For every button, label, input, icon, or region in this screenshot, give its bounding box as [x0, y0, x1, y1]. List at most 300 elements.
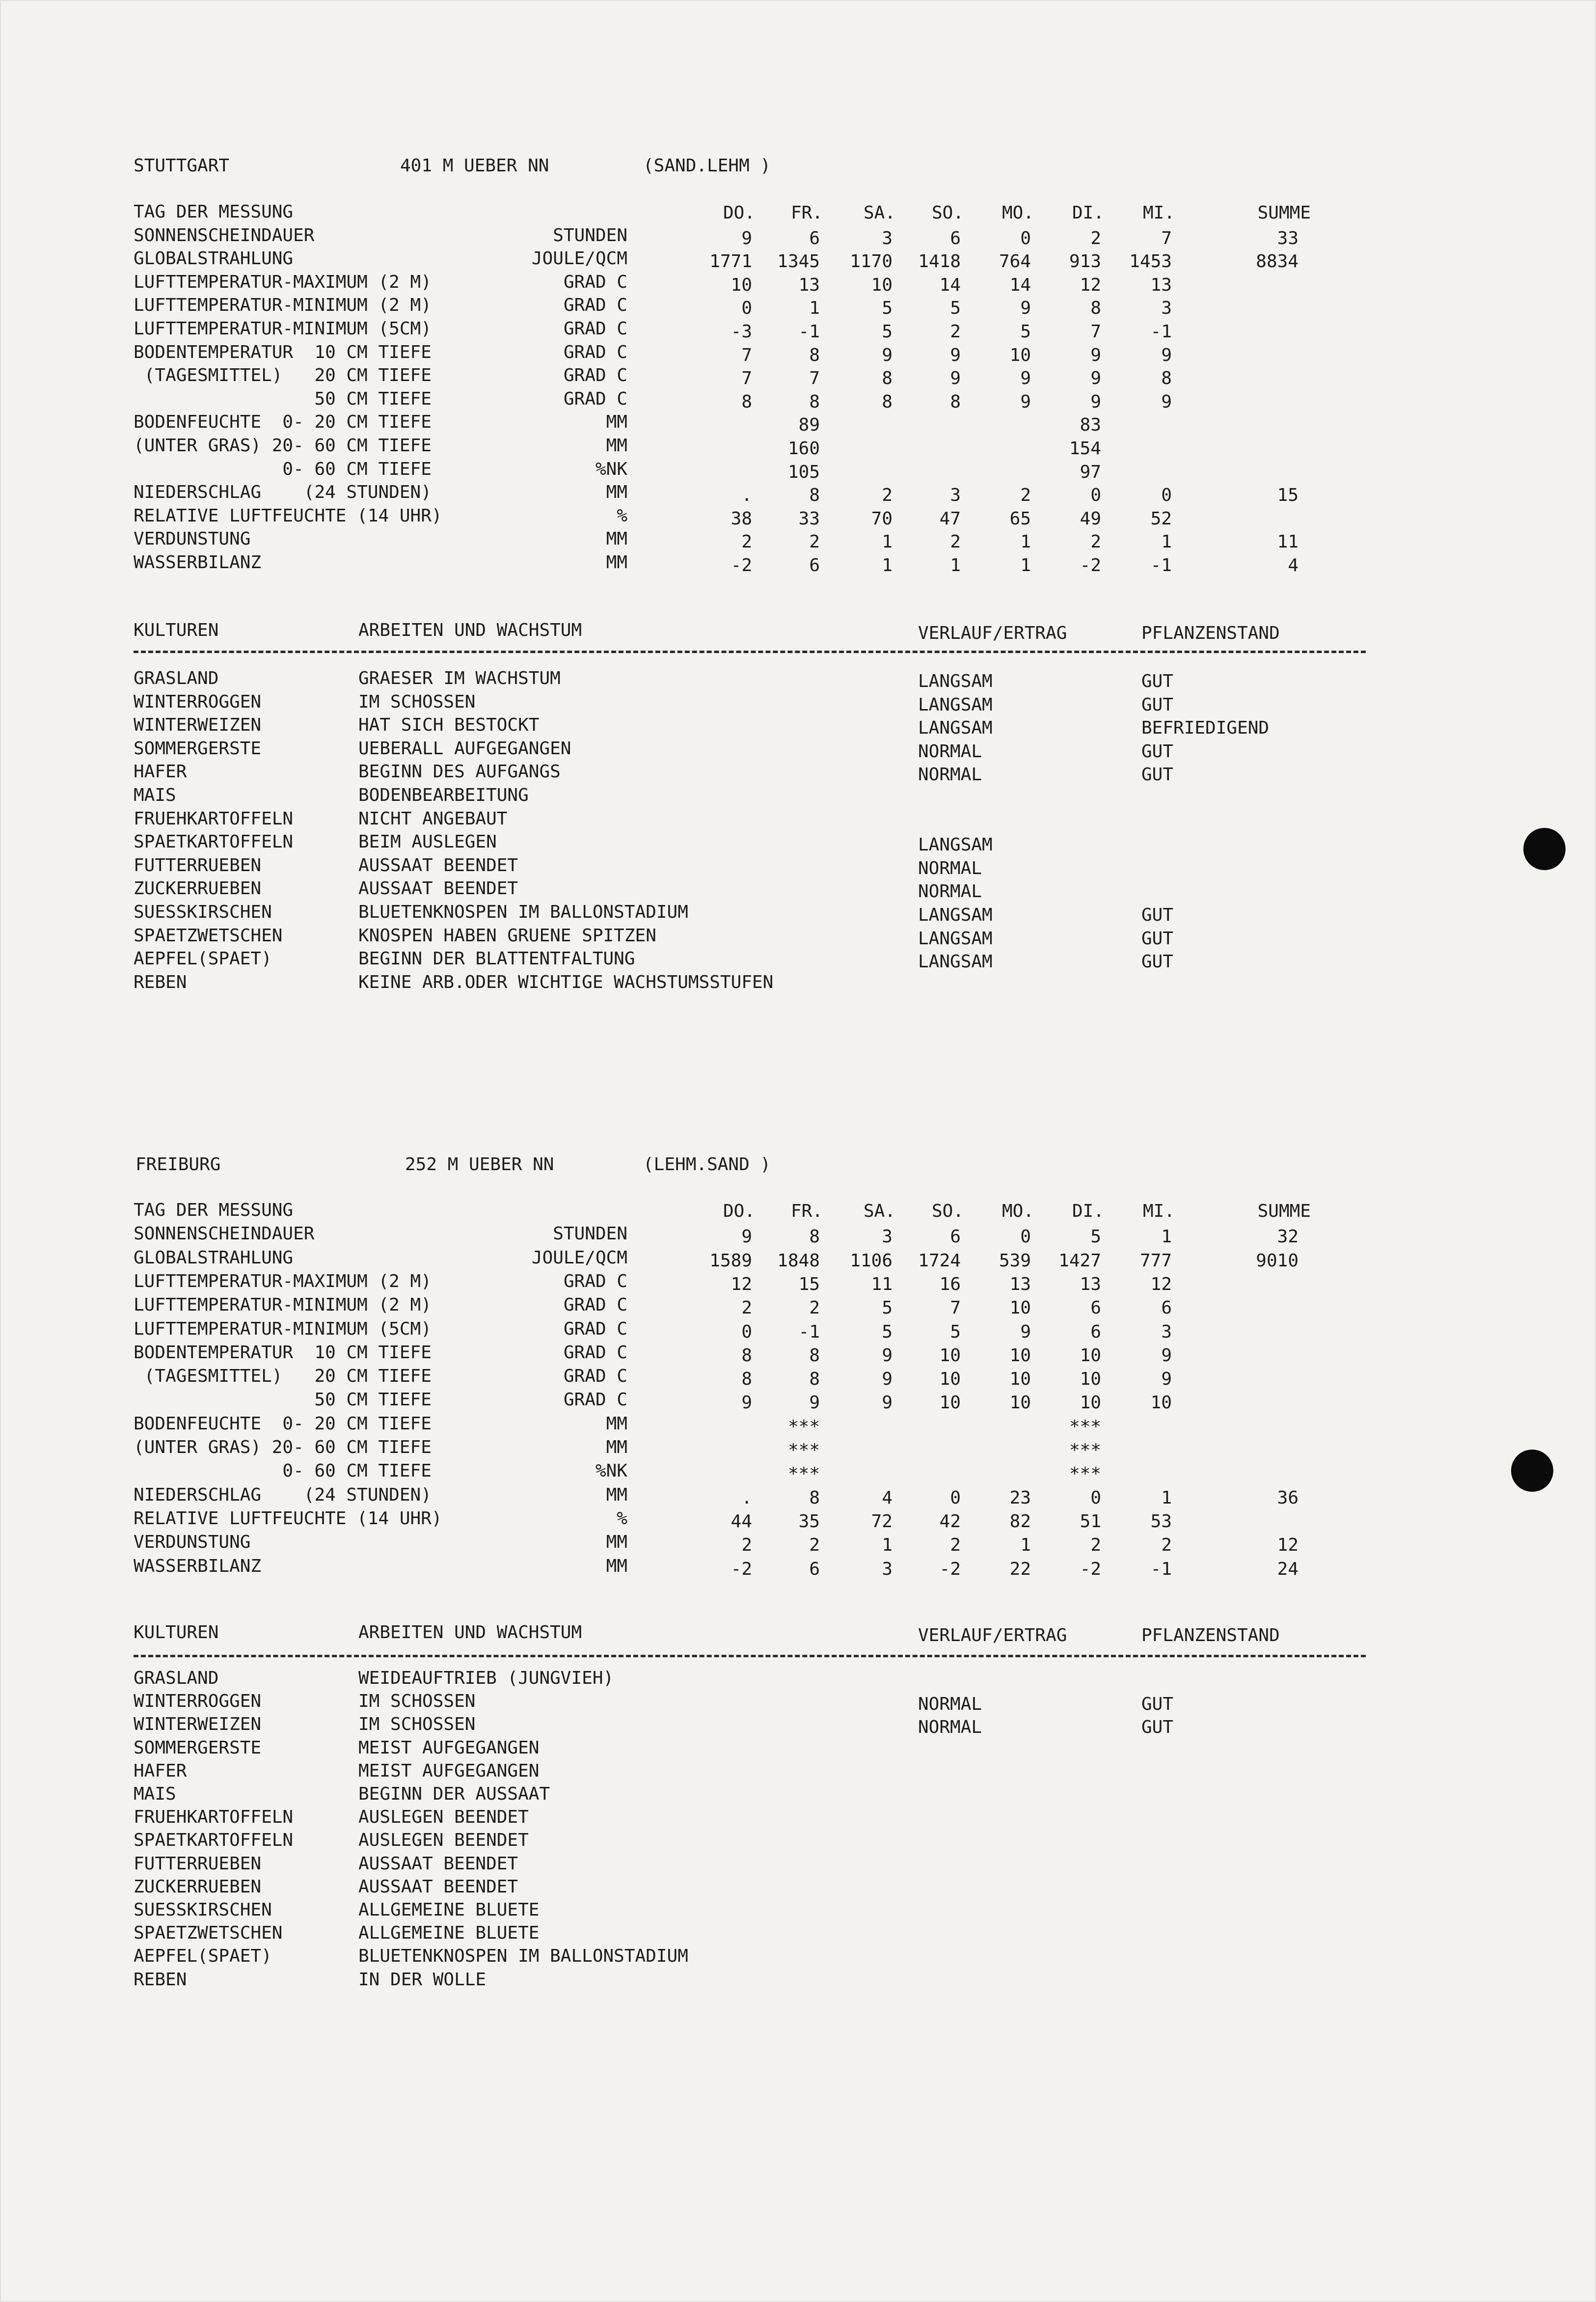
measure-value: 0 [950, 1487, 961, 1508]
measure-value: 1 [1020, 532, 1031, 552]
measure-value: *** [787, 1464, 820, 1484]
crop-name: GRASLAND [134, 668, 219, 688]
measure-value: 1 [950, 555, 961, 576]
measure-value: 14 [1009, 274, 1031, 295]
crop-name: WINTERWEIZEN [134, 715, 262, 736]
day-header: DO. [723, 1201, 755, 1221]
crop-work: BLUETENKNOSPEN IM BALLONSTADIUM [358, 1946, 688, 1967]
measure-value: 8 [950, 391, 961, 412]
measure-unit: GRAD C [563, 1295, 627, 1315]
measure-value: 9 [882, 1393, 893, 1413]
measure-value: 7 [950, 1298, 961, 1318]
measure-value: 0 [741, 1321, 752, 1342]
measure-value: 1724 [918, 1250, 961, 1271]
measure-value: 12 [730, 1274, 752, 1294]
measure-sum: 33 [1277, 228, 1298, 248]
crop-name: SOMMERGERSTE [134, 738, 262, 759]
crop-course: LANGSAM [918, 671, 993, 691]
measure-label: RELATIVE LUFTFEUCHTE (14 UHR) [134, 1508, 442, 1529]
measure-value: 10 [1080, 1345, 1101, 1366]
measure-value: 7 [1090, 322, 1101, 342]
crop-course: LANGSAM [918, 952, 993, 972]
station-name: STUTTGART [134, 156, 230, 176]
measure-label: NIEDERSCHLAG (24 STUNDEN) [134, 1484, 432, 1505]
measure-value: 2 [741, 1298, 752, 1318]
measure-value: 10 [939, 1345, 961, 1366]
measure-sum: 4 [1288, 555, 1298, 576]
measure-label: (UNTER GRAS) 20- 60 CM TIEFE [134, 1437, 432, 1457]
measure-value: 10 [1009, 1345, 1031, 1366]
measure-value: 8 [741, 391, 752, 412]
measure-value: 9 [1161, 1345, 1172, 1366]
measure-value: 9 [1090, 345, 1101, 365]
measure-value: 1106 [850, 1250, 893, 1271]
measure-value: -2 [939, 1559, 961, 1579]
measure-value: 8 [809, 1345, 820, 1366]
measure-value: 8 [809, 391, 820, 412]
measure-value: -3 [730, 322, 752, 342]
measure-value: 9 [1161, 345, 1172, 365]
measure-label: NIEDERSCHLAG (24 STUNDEN) [134, 482, 432, 503]
day-header: SA. [863, 1201, 895, 1221]
crop-name: FUTTERRUEBEN [134, 855, 262, 876]
measure-value: 1 [1161, 1227, 1172, 1247]
measure-value: -1 [798, 322, 820, 342]
measure-value: 1848 [777, 1250, 820, 1271]
crop-work: IM SCHOSSEN [358, 1691, 476, 1712]
measure-value: 10 [1009, 1393, 1031, 1413]
measure-unit: % [617, 1508, 627, 1529]
crop-work: AUSSAAT BEENDET [358, 878, 518, 899]
crops-header-col2: ARBEITEN UND WACHSTUM [358, 620, 582, 640]
measure-value: 1418 [918, 251, 961, 272]
crops-header-col4: PFLANZENSTAND [1141, 1625, 1280, 1645]
crops-header-col3: VERLAUF/ERTRAG [918, 1625, 1067, 1645]
measure-label: GLOBALSTRAHLUNG [134, 1247, 294, 1268]
measure-value: 8 [1090, 298, 1101, 319]
measure-unit: GRAD C [563, 319, 627, 339]
day-header: DI. [1072, 1201, 1104, 1221]
measure-unit: GRAD C [563, 295, 627, 316]
measure-value: 10 [1009, 1298, 1031, 1318]
measure-label: TAG DER MESSUNG [134, 202, 294, 222]
measure-label: VERDUNSTUNG [134, 529, 251, 549]
measure-value: *** [787, 1416, 820, 1437]
crop-name: SUESSKIRSCHEN [134, 902, 272, 922]
measure-value: *** [1069, 1416, 1101, 1437]
measure-value: 42 [939, 1511, 961, 1532]
measure-value: 22 [1009, 1559, 1031, 1579]
crop-state: GUT [1141, 1694, 1174, 1715]
measure-value: 0 [741, 298, 752, 319]
crop-name: WINTERWEIZEN [134, 1714, 262, 1735]
sum-header: SUMME [1257, 1201, 1311, 1221]
measure-value: 1589 [709, 1250, 752, 1271]
measure-value: 97 [1080, 462, 1101, 482]
crop-name: SOMMERGERSTE [134, 1737, 262, 1758]
day-header: DI. [1072, 203, 1104, 223]
punch-hole-upper [1523, 828, 1566, 870]
measure-value: 38 [730, 508, 752, 529]
crop-state: GUT [1141, 952, 1174, 972]
measure-value: 0 [1020, 228, 1031, 248]
measure-sum: 32 [1277, 1227, 1298, 1247]
measure-value: 11 [871, 1274, 893, 1294]
measure-value: 5 [882, 1321, 893, 1342]
measure-value: 2 [809, 532, 820, 552]
measure-value: 2 [809, 1298, 820, 1318]
measure-value: 9 [809, 1393, 820, 1413]
day-header: SO. [931, 203, 964, 223]
measure-value: 1453 [1129, 251, 1172, 272]
measure-value: 9 [1020, 1321, 1031, 1342]
crop-name: SPAETKARTOFFELN [134, 832, 294, 852]
measure-value: 2 [950, 532, 961, 552]
measure-value: 9 [950, 345, 961, 365]
crop-name: WINTERROGGEN [134, 691, 262, 712]
measure-value: 8 [741, 1369, 752, 1390]
crop-course: NORMAL [918, 1717, 982, 1738]
measure-value: 160 [787, 438, 820, 459]
measure-value: 3 [950, 485, 961, 506]
measure-value: 2 [950, 322, 961, 342]
measure-value: *** [1069, 1440, 1101, 1460]
measure-unit: GRAD C [563, 1318, 627, 1339]
sum-header: SUMME [1257, 203, 1311, 223]
measure-value: 9 [741, 228, 752, 248]
measure-value: 9 [1090, 391, 1101, 412]
measure-unit: MM [606, 412, 627, 433]
measure-unit: JOULE/QCM [531, 248, 627, 269]
measure-value: 9 [1161, 391, 1172, 412]
measure-value: 777 [1139, 1250, 1172, 1271]
measure-value: 6 [809, 555, 820, 576]
measure-value: 2 [1020, 485, 1031, 506]
measure-value: 1 [1020, 1535, 1031, 1556]
measure-value: 5 [882, 1298, 893, 1318]
measure-value: -1 [1150, 322, 1172, 342]
crop-name: MAIS [134, 1784, 176, 1804]
measure-value: 13 [1009, 1274, 1031, 1294]
crop-name: GRASLAND [134, 1668, 219, 1688]
measure-value: 12 [1080, 274, 1101, 295]
measure-value: 1427 [1058, 1250, 1101, 1271]
measure-value: *** [787, 1440, 820, 1460]
crop-work: BEGINN DER BLATTENTFALTUNG [358, 949, 635, 969]
crop-work: AUSLEGEN BEENDET [358, 1830, 529, 1851]
measure-value: 154 [1069, 438, 1101, 459]
day-header: MI. [1142, 1201, 1175, 1221]
measure-value: 0 [1161, 485, 1172, 506]
measure-unit: GRAD C [563, 1271, 627, 1291]
header-dashed-rule [134, 1655, 1366, 1657]
measure-label: BODENFEUCHTE 0- 20 CM TIEFE [134, 1413, 432, 1434]
crop-name: REBEN [134, 1969, 187, 1990]
crop-name: AEPFEL(SPAET) [134, 949, 272, 969]
measure-value: 7 [741, 368, 752, 389]
measure-value: 52 [1150, 508, 1172, 529]
measure-label: SONNENSCHEINDAUER [134, 1224, 315, 1244]
crop-work: BEGINN DER AUSSAAT [358, 1784, 550, 1804]
measure-value: 8 [809, 485, 820, 506]
measure-value: 6 [1090, 1298, 1101, 1318]
measure-unit: GRAD C [563, 388, 627, 409]
measure-value: 10 [1150, 1393, 1172, 1413]
measure-unit: MM [606, 529, 627, 549]
measure-value: 9 [882, 345, 893, 365]
measure-label: (TAGESMITTEL) 20 CM TIEFE [134, 365, 432, 386]
crop-name: FRUEHKARTOFFELN [134, 808, 294, 829]
measure-sum: 15 [1277, 485, 1298, 506]
crop-work: MEIST AUFGEGANGEN [358, 1760, 540, 1781]
measure-label: WASSERBILANZ [134, 552, 262, 573]
measure-label: 0- 60 CM TIEFE [134, 1461, 432, 1481]
measure-sum: 8834 [1256, 251, 1298, 272]
measure-unit: MM [606, 552, 627, 573]
measure-value: 5 [1090, 1227, 1101, 1247]
crop-work: KNOSPEN HABEN GRUENE SPITZEN [358, 925, 656, 946]
crop-state: GUT [1141, 765, 1174, 785]
crop-state: GUT [1141, 905, 1174, 925]
measure-value: 23 [1009, 1487, 1031, 1508]
crop-work: IM SCHOSSEN [358, 1714, 476, 1735]
measure-value: 8 [882, 391, 893, 412]
header-dashed-rule [134, 651, 1366, 653]
measure-value: . [741, 485, 752, 506]
measure-label: BODENTEMPERATUR 10 CM TIEFE [134, 342, 432, 362]
measure-unit: GRAD C [563, 272, 627, 292]
measure-label: 0- 60 CM TIEFE [134, 459, 432, 479]
crop-name: HAFER [134, 762, 187, 782]
measure-value: 10 [1009, 1369, 1031, 1390]
measure-value: 6 [1090, 1321, 1101, 1342]
measure-value: 9 [741, 1393, 752, 1413]
measure-value: 14 [939, 274, 961, 295]
measure-value: -2 [730, 1559, 752, 1579]
measure-value: 1 [882, 1535, 893, 1556]
measure-value: 6 [809, 228, 820, 248]
crop-state: GUT [1141, 694, 1174, 715]
measure-unit: GRAD C [563, 1366, 627, 1387]
measure-label: SONNENSCHEINDAUER [134, 225, 315, 246]
measure-value: 8 [809, 1487, 820, 1508]
measure-value: 8 [741, 1345, 752, 1366]
measure-sum: 12 [1277, 1535, 1298, 1556]
measure-unit: MM [606, 1484, 627, 1505]
measure-value: 9 [1020, 298, 1031, 319]
crop-name: SPAETKARTOFFELN [134, 1830, 294, 1851]
measure-value: 47 [939, 508, 961, 529]
measure-value: 5 [882, 322, 893, 342]
measure-value: 0 [1020, 1227, 1031, 1247]
measure-label: TAG DER MESSUNG [134, 1200, 294, 1220]
crop-work: IN DER WOLLE [358, 1969, 487, 1990]
crop-course: NORMAL [918, 1694, 982, 1715]
crop-name: HAFER [134, 1760, 187, 1781]
measure-label: WASSERBILANZ [134, 1556, 262, 1576]
measure-label: (TAGESMITTEL) 20 CM TIEFE [134, 1366, 432, 1387]
measure-value: 1 [1161, 1487, 1172, 1508]
crop-course: NORMAL [918, 881, 982, 902]
measure-value: 9 [950, 368, 961, 389]
measure-unit: GRAD C [563, 342, 627, 362]
measure-unit: %NK [595, 459, 627, 479]
measure-value: 82 [1009, 1511, 1031, 1532]
measure-value: . [741, 1487, 752, 1508]
measure-value: 1 [1020, 555, 1031, 576]
measure-value: 9 [1020, 391, 1031, 412]
measure-value: 89 [798, 415, 820, 436]
measure-value: 10 [939, 1369, 961, 1390]
crops-header-col4: PFLANZENSTAND [1141, 623, 1280, 643]
measure-label: 50 CM TIEFE [134, 1390, 432, 1410]
crops-header-col2: ARBEITEN UND WACHSTUM [358, 1622, 582, 1643]
measure-sum: 36 [1277, 1487, 1298, 1508]
measure-value: 16 [939, 1274, 961, 1294]
measure-value: 3 [882, 228, 893, 248]
measure-unit: STUNDEN [553, 1224, 627, 1244]
measure-value: 2 [1090, 532, 1101, 552]
measure-value: 44 [730, 1511, 752, 1532]
measure-value: 53 [1150, 1511, 1172, 1532]
day-header: MI. [1142, 203, 1175, 223]
measure-value: 65 [1009, 508, 1031, 529]
crop-name: MAIS [134, 785, 176, 805]
measure-value: 10 [1080, 1369, 1101, 1390]
measure-value: 3 [882, 1559, 893, 1579]
measure-value: 1 [882, 532, 893, 552]
crop-work: UEBERALL AUFGEGANGEN [358, 738, 571, 759]
measure-unit: % [617, 505, 627, 526]
day-header: MO. [1001, 1201, 1034, 1221]
station-soil-type: (SAND.LEHM ) [643, 156, 771, 176]
crop-work: MEIST AUFGEGANGEN [358, 1737, 540, 1758]
measure-value: 2 [741, 532, 752, 552]
measure-value: 5 [950, 298, 961, 319]
crop-work: WEIDEAUFTRIEB (JUNGVIEH) [358, 1668, 614, 1688]
measure-value: 33 [798, 508, 820, 529]
crop-work: BLUETENKNOSPEN IM BALLONSTADIUM [358, 902, 688, 922]
measure-value: 2 [950, 1535, 961, 1556]
measure-value: 9 [1161, 1369, 1172, 1390]
measure-value: 10 [730, 274, 752, 295]
measure-value: 2 [809, 1535, 820, 1556]
measure-label: BODENTEMPERATUR 10 CM TIEFE [134, 1342, 432, 1363]
crop-work: AUSSAAT BEENDET [358, 1853, 518, 1874]
measure-value: -2 [1080, 555, 1101, 576]
measure-unit: MM [606, 436, 627, 456]
measure-value: 7 [809, 368, 820, 389]
crop-work: AUSLEGEN BEENDET [358, 1807, 529, 1828]
measure-value: -1 [1150, 1559, 1172, 1579]
measure-value: 12 [1150, 1274, 1172, 1294]
measure-value: 3 [882, 1227, 893, 1247]
crop-work: AUSSAAT BEENDET [358, 855, 518, 876]
measure-value: 105 [787, 462, 820, 482]
station-soil-type: (LEHM.SAND ) [643, 1154, 771, 1175]
measure-value: 35 [798, 1511, 820, 1532]
day-header: FR. [790, 1201, 823, 1221]
measure-value: 10 [1009, 345, 1031, 365]
crop-work: IM SCHOSSEN [358, 691, 476, 712]
measure-label: LUFTTEMPERATUR-MINIMUM (2 M) [134, 295, 432, 316]
day-header: SA. [863, 203, 895, 223]
crop-state: GUT [1141, 671, 1174, 691]
measure-label: RELATIVE LUFTFEUCHTE (14 UHR) [134, 505, 442, 526]
measure-value: 913 [1069, 251, 1101, 272]
measure-value: 5 [882, 298, 893, 319]
measure-value: 4 [882, 1487, 893, 1508]
measure-label: LUFTTEMPERATUR-MINIMUM (5CM) [134, 1318, 432, 1339]
station-elevation: 252 M UEBER NN [405, 1154, 554, 1175]
measure-value: 13 [798, 274, 820, 295]
crop-name: REBEN [134, 972, 187, 992]
crops-header-col3: VERLAUF/ERTRAG [918, 623, 1067, 643]
measure-value: 49 [1080, 508, 1101, 529]
measure-value: 9 [882, 1345, 893, 1366]
measure-sum: 9010 [1256, 1250, 1298, 1271]
measure-value: 2 [1090, 1535, 1101, 1556]
crop-course: NORMAL [918, 741, 982, 762]
measure-unit: GRAD C [563, 1342, 627, 1363]
crop-course: LANGSAM [918, 718, 993, 739]
measure-value: 51 [1080, 1511, 1101, 1532]
crop-name: ZUCKERRUEBEN [134, 878, 262, 899]
measure-unit: STUNDEN [553, 225, 627, 246]
crop-name: WINTERROGGEN [134, 1691, 262, 1712]
crop-state: GUT [1141, 928, 1174, 949]
measure-unit: MM [606, 1437, 627, 1457]
measure-unit: GRAD C [563, 1390, 627, 1410]
crop-name: SPAETZWETSCHEN [134, 1923, 283, 1944]
measure-value: 2 [1161, 1535, 1172, 1556]
measure-sum: 24 [1277, 1559, 1298, 1579]
measure-value: 7 [741, 345, 752, 365]
measure-value: -1 [1150, 555, 1172, 576]
crop-course: NORMAL [918, 858, 982, 878]
measure-value: 6 [1161, 1298, 1172, 1318]
measure-label: BODENFEUCHTE 0- 20 CM TIEFE [134, 412, 432, 433]
measure-value: 2 [741, 1535, 752, 1556]
measure-value: 2 [1090, 228, 1101, 248]
measure-value: 6 [950, 1227, 961, 1247]
measure-unit: MM [606, 1532, 627, 1553]
measure-value: 2 [882, 485, 893, 506]
crop-name: AEPFEL(SPAET) [134, 1946, 272, 1967]
crop-course: LANGSAM [918, 835, 993, 855]
measure-value: 0 [1090, 1487, 1101, 1508]
measure-value: 10 [939, 1393, 961, 1413]
measure-sum: 11 [1277, 532, 1298, 552]
measure-value: 5 [1020, 322, 1031, 342]
measure-value: 9 [741, 1227, 752, 1247]
crop-state: GUT [1141, 741, 1174, 762]
crop-name: ZUCKERRUEBEN [134, 1876, 262, 1897]
measure-value: 10 [871, 274, 893, 295]
crop-state: BEFRIEDIGEND [1141, 718, 1270, 739]
crop-work: ALLGEMEINE BLUETE [358, 1900, 540, 1920]
measure-label: LUFTTEMPERATUR-MINIMUM (2 M) [134, 1295, 432, 1315]
crop-work: BEGINN DES AUFGANGS [358, 762, 561, 782]
measure-value: 1170 [850, 251, 893, 272]
measure-value: 1345 [777, 251, 820, 272]
crop-course: LANGSAM [918, 694, 993, 715]
measure-value: 3 [1161, 298, 1172, 319]
measure-unit: MM [606, 482, 627, 503]
measure-value: 1 [1161, 532, 1172, 552]
measure-value: 9 [1090, 368, 1101, 389]
measure-value: 1 [882, 555, 893, 576]
